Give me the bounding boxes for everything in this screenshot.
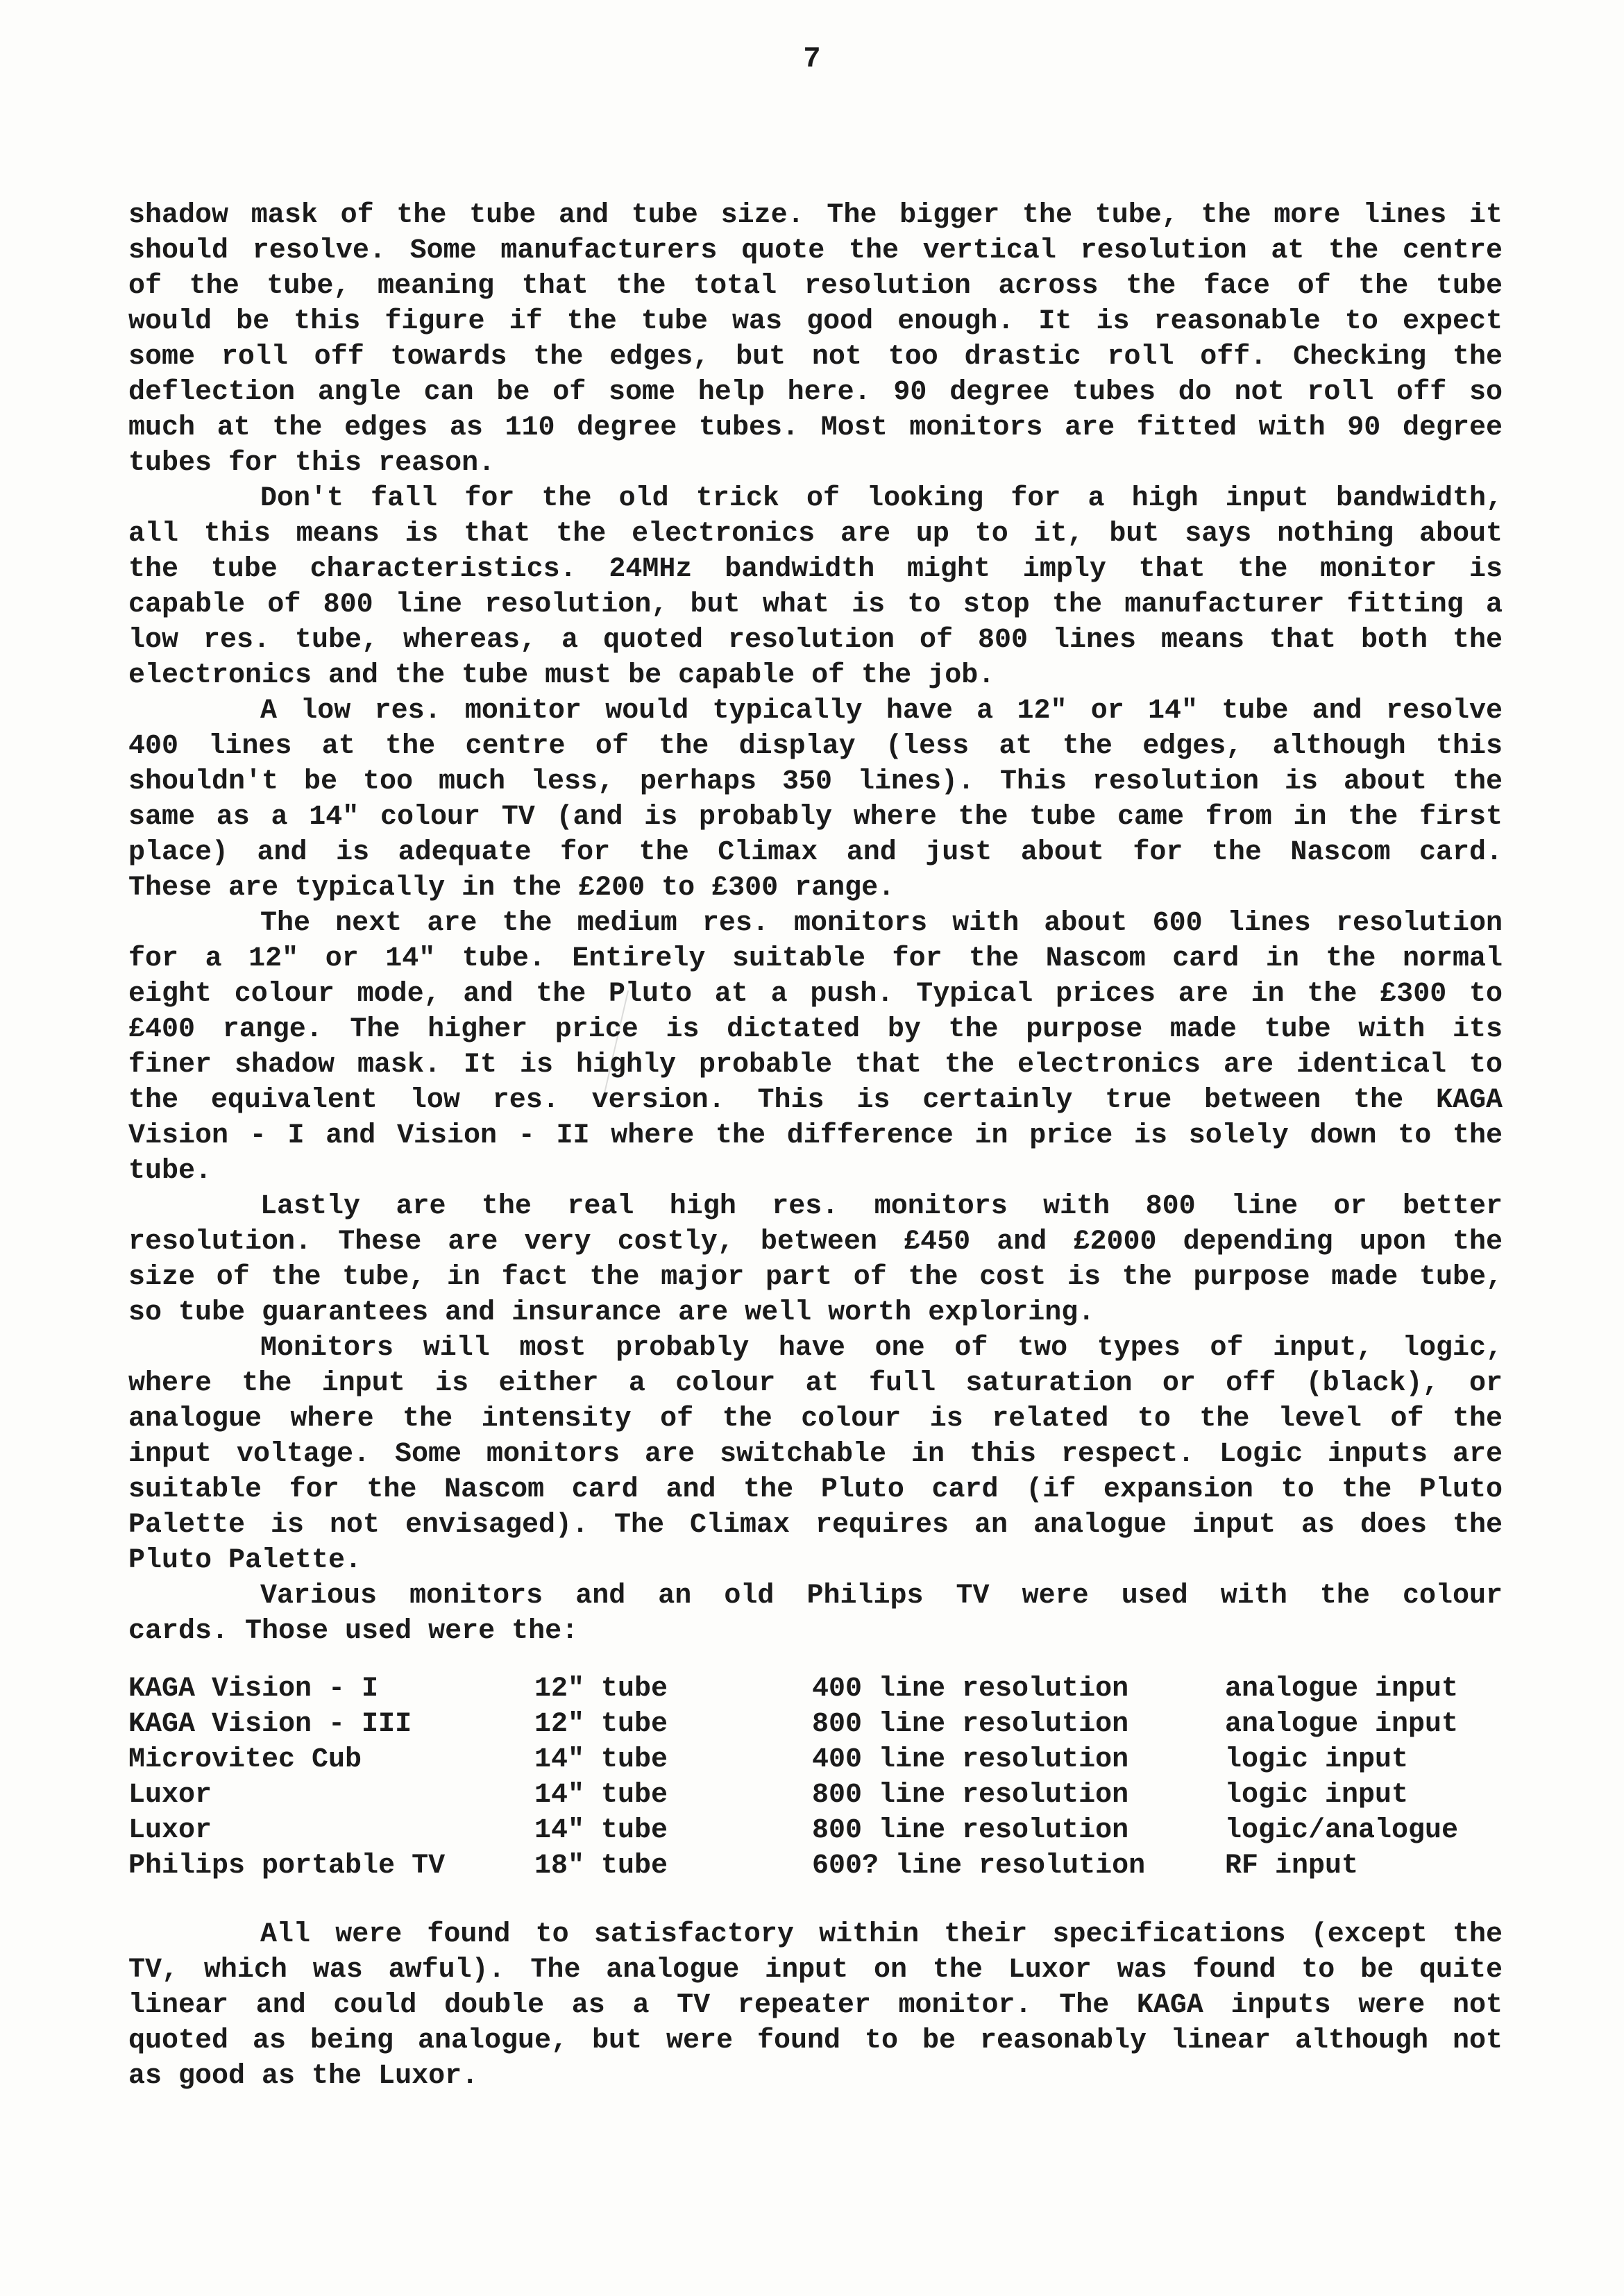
text-line: same as a 14" colour TV (and is probably where the tube came from in the first [128,802,1503,833]
text-line: Various monitors and an old Philips TV were used with the colour [260,1580,1503,1612]
tube-size: 18" tube [534,1850,668,1882]
text-line: as good as the Luxor. [128,2061,479,2092]
paragraph [128,906,1503,1189]
tube-size: 14" tube [534,1780,668,1811]
text-line: shadow mask of the tube and tube size. The bigger the tube, the more lines it [128,200,1503,231]
resolution: 800 line resolution [812,1780,1129,1811]
text-line: the equivalent low res. version. This is certainly true between the KAGA [128,1085,1503,1116]
text-line: £400 range. The higher price is dictated by the purpose made tube with its [128,1014,1503,1045]
text-line: some roll off towards the edges, but not too drastic roll off. Checking the [128,341,1503,373]
text-line: quoted as being analogue, but were found to be reasonably linear although not [128,2025,1503,2057]
resolution: 400 line resolution [812,1673,1129,1705]
monitor-name: Luxor [128,1815,212,1846]
text-line: place) and is adequate for the Climax and just about for the Nascom card. [128,837,1503,868]
text-line: Monitors will most probably have one of two types of input, logic, [260,1333,1503,1364]
monitor-name: KAGA Vision - III [128,1709,412,1740]
page-number: 7 [803,42,821,76]
tube-size: 14" tube [534,1744,668,1775]
text-line: low res. tube, whereas, a quoted resolution of 800 lines means that both the [128,625,1503,656]
text-line: shouldn't be too much less, perhaps 350 lines). This resolution is about the [128,766,1503,797]
text-line: Palette is not envisaged). The Climax requires an analogue input as does the [128,1510,1503,1541]
table-row [128,1742,1503,1778]
text-line: Lastly are the real high res. monitors with 800 line or better [260,1191,1503,1222]
table-row [128,1848,1503,1884]
paragraph [128,1189,1503,1331]
monitor-name: KAGA Vision - I [128,1673,379,1705]
text-line: linear and could double as a TV repeater monitor. The KAGA inputs were not [128,1990,1503,2021]
input-type: analogue input [1225,1673,1459,1705]
tube-size: 12" tube [534,1709,668,1740]
paragraph [128,481,1503,693]
text-line: for a 12" or 14" tube. Entirely suitable for the Nascom card in the normal [128,943,1503,974]
text-line: eight colour mode, and the Pluto at a push. Typical prices are in the £300 to [128,979,1503,1010]
monitor-table [128,1671,1503,1884]
paragraph [128,1331,1503,1578]
input-type: logic input [1225,1744,1409,1775]
table-row [128,1778,1503,1813]
text-line: Pluto Palette. [128,1545,362,1576]
text-line: capable of 800 line resolution, but what is to stop the manufacturer fitting a [128,589,1503,621]
resolution: 800 line resolution [812,1815,1129,1846]
text-line: Vision - I and Vision - II where the difference in price is solely down to the [128,1120,1503,1151]
input-type: logic input [1225,1780,1409,1811]
text-line: cards. Those used were the: [128,1616,579,1647]
monitor-name: Microvitec Cub [128,1744,362,1775]
text-line: tube. [128,1156,212,1187]
text-line: All were found to satisfactory within their specifications (except the [260,1919,1503,1950]
monitor-name: Philips portable TV [128,1850,446,1882]
paragraph [128,198,1503,481]
text-line: tubes for this reason. [128,448,496,479]
body-text [128,198,1503,2094]
text-line: all this means is that the electronics are up to it, but says nothing about [128,518,1503,550]
text-line: These are typically in the £200 to £300 range. [128,872,895,904]
table-row [128,1813,1503,1848]
table-row [128,1671,1503,1707]
tube-size: 12" tube [534,1673,668,1705]
text-line: deflection angle can be of some help here. 90 degree tubes do not roll off so [128,377,1503,408]
monitor-name: Luxor [128,1780,212,1811]
paragraph [128,693,1503,906]
input-type: RF input [1225,1850,1359,1882]
text-line: 400 lines at the centre of the display (less at the edges, although this [128,731,1503,762]
text-line: the tube characteristics. 24MHz bandwidth might imply that the monitor is [128,554,1503,585]
input-type: logic/analogue [1225,1815,1459,1846]
text-line: Don't fall for the old trick of looking for a high input bandwidth, [260,483,1503,514]
tube-size: 14" tube [534,1815,668,1846]
resolution: 800 line resolution [812,1709,1129,1740]
text-line: much at the edges as 110 degree tubes. Most monitors are fitted with 90 degree [128,412,1503,444]
text-line: electronics and the tube must be capable of the job. [128,660,995,691]
text-line: size of the tube, in fact the major part of the cost is the purpose made tube, [128,1262,1503,1293]
text-line: finer shadow mask. It is highly probable that the electronics are identical to [128,1049,1503,1081]
text-line: of the tube, meaning that the total resolution across the face of the tube [128,271,1503,302]
resolution: 600? line resolution [812,1850,1146,1882]
text-line: TV, which was awful). The analogue input on the Luxor was found to be quite [128,1955,1503,1986]
text-line: suitable for the Nascom card and the Pluto card (if expansion to the Pluto [128,1474,1503,1505]
text-line: would be this figure if the tube was good enough. It is reasonable to expect [128,306,1503,337]
table-row [128,1707,1503,1742]
paragraph [128,1917,1503,2094]
text-line: so tube guarantees and insurance are well worth exploring. [128,1297,1095,1328]
text-line: input voltage. Some monitors are switchable in this respect. Logic inputs are [128,1439,1503,1470]
text-line: where the input is either a colour at full saturation or off (black), or [128,1368,1503,1399]
text-line: analogue where the intensity of the colour is related to the level of the [128,1403,1503,1435]
paragraph [128,1578,1503,1649]
resolution: 400 line resolution [812,1744,1129,1775]
text-line: resolution. These are very costly, between £450 and £2000 depending upon the [128,1226,1503,1258]
text-line: should resolve. Some manufacturers quote the vertical resolution at the centre [128,235,1503,267]
input-type: analogue input [1225,1709,1459,1740]
text-line: A low res. monitor would typically have a 12" or 14" tube and resolve [260,695,1503,727]
text-line: The next are the medium res. monitors with about 600 lines resolution [260,908,1503,939]
